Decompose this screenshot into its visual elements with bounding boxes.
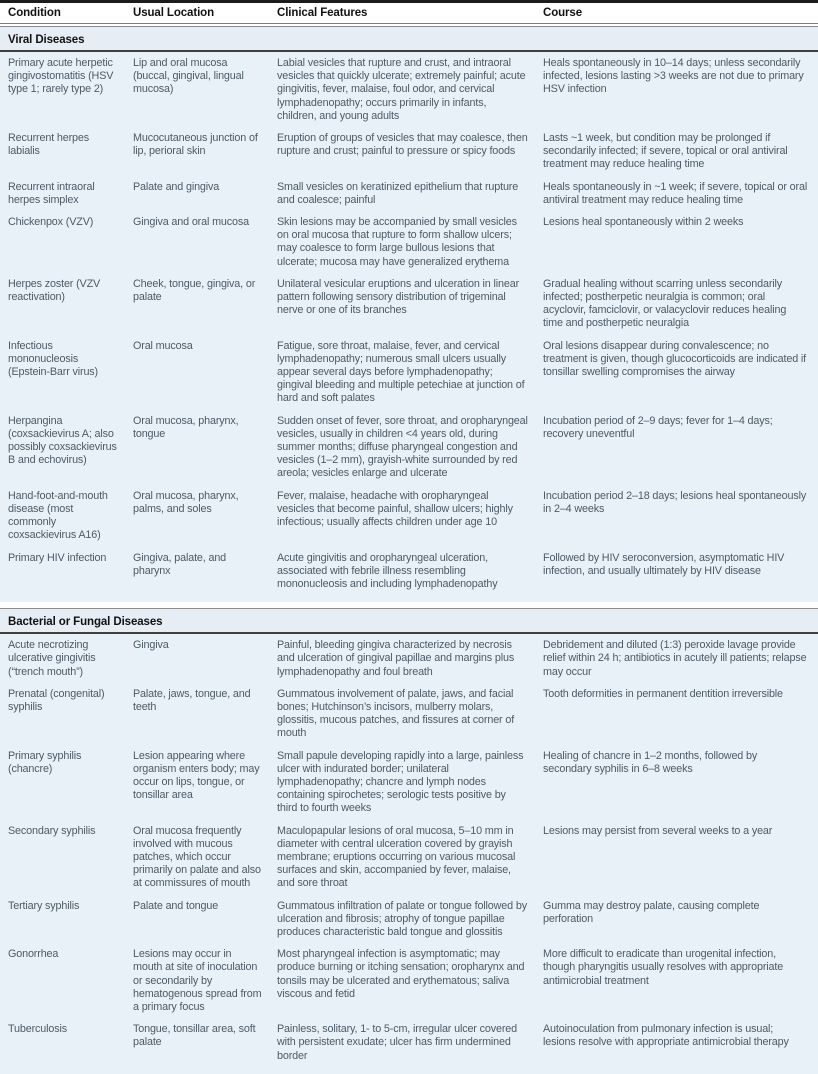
cell-clinical-features: Unilateral vesicular eruptions and ulceration in linear pattern following sensory distribution of trigeminal nerve or one of its branches xyxy=(277,277,520,317)
table-row xyxy=(8,490,810,552)
cell-clinical-features: Fever, malaise, headache with oropharyngeal vesicles that become painful, shallow ulcers; highly infectious; usually affects children under age 10 xyxy=(277,489,513,529)
cell-condition: Recurrent intraoral herpes simplex xyxy=(8,180,95,206)
cell-course: Incubation period 2–18 days; lesions heal spontaneously in 2–4 weeks xyxy=(543,489,807,515)
table-row xyxy=(8,1023,810,1072)
table-row xyxy=(8,181,810,216)
cell-condition: Tuberculosis xyxy=(8,1023,68,1036)
table-row xyxy=(8,750,810,825)
cell-usual-location: Gingiva xyxy=(133,639,169,652)
cell-course: Gradual healing without scarring unless secondarily infected; postherpetic neuralgia is common; oral acyclovir, famciclovir, or valacyclovir reduces healing time and postherpetic neuralgia xyxy=(543,277,787,330)
cell-condition: Chickenpox (VZV) xyxy=(8,216,94,229)
column-header-course: Course xyxy=(543,7,583,19)
cell-condition: Herpes zoster (VZV reactivation) xyxy=(8,277,101,304)
table-header-row xyxy=(0,3,818,24)
column-header-clinical-features: Clinical Features xyxy=(277,7,368,19)
cell-course: More difficult to eradicate than urogenital infection, though pharyngitis usually resolves with appropriate antimicrobial treatment xyxy=(543,948,784,987)
cell-clinical-features: Fatigue, sore throat, malaise, fever, and cervical lymphadenopathy; numerous small ulcers usually appear several days before lymphadenopathy; gingival bleeding and multiple petechiae at junction of hard and soft palates xyxy=(277,339,525,405)
section-rows xyxy=(0,52,818,602)
cell-condition: Hand-foot-and-mouth disease (most commonly coxsackievirus A16) xyxy=(8,489,108,542)
cell-course: Lesions may persist from several weeks to a year xyxy=(543,824,773,837)
table-row xyxy=(8,552,810,601)
cell-usual-location: Oral mucosa, pharynx, tongue xyxy=(133,414,239,440)
cell-clinical-features: Painless, solitary, 1- to 5-cm, irregular ulcer covered with persistent exudate; ulcer has firm undermined border xyxy=(277,1023,517,1062)
table-row xyxy=(8,825,810,900)
cell-course: Heals spontaneously in ~1 week; if severe, topical or oral antiviral treatment may reduce healing time xyxy=(543,180,808,206)
cell-condition: Prenatal (congenital) syphilis xyxy=(8,687,105,713)
table-row xyxy=(8,57,810,132)
cell-usual-location: Gingiva and oral mucosa xyxy=(133,216,249,229)
cell-course: Incubation period of 2–9 days; fever for 1–4 days; recovery uneventful xyxy=(543,414,773,440)
cell-condition: Primary HIV infection xyxy=(8,551,107,564)
cell-course: Followed by HIV seroconversion, asymptomatic HIV infection, and usually ultimately by HIV disease xyxy=(543,551,785,577)
table-row xyxy=(8,132,810,181)
table-row xyxy=(8,278,810,340)
cell-clinical-features: Small vesicles on keratinized epithelium that rupture and coalesce; painful xyxy=(277,180,519,206)
table-row xyxy=(8,688,810,750)
cell-clinical-features: Sudden onset of fever, sore throat, and oropharyngeal vesicles, usually in children <4 years old, during summer months; diffuse pharyngeal congestion and vesicles (1–2 mm), grayish-white surrounded by red areola; vesicles enlarge and ulcerate xyxy=(277,414,528,480)
cell-clinical-features: Maculopapular lesions of oral mucosa, 5–10 mm in diameter with central ulceration covered by grayish membrane; eruptions occurring on various mucosal surfaces and skin, accompanied by fever, malaise, and sore throat xyxy=(277,824,516,890)
cell-condition: Herpangina (coxsackievirus A; also possibly coxsackievirus B and echovirus) xyxy=(8,414,117,467)
cell-usual-location: Palate and tongue xyxy=(133,899,219,912)
cell-usual-location: Mucocutaneous junction of lip, perioral skin xyxy=(133,132,258,158)
cell-clinical-features: Gummatous infiltration of palate or tongue followed by ulceration and fibrosis; atrophy of tongue papillae produces characteristic bald tongue and glossitis xyxy=(277,899,527,938)
cell-usual-location: Oral mucosa frequently involved with mucous patches, which occur primarily on palate and also at commissures of mouth xyxy=(133,824,261,890)
cell-usual-location: Oral mucosa xyxy=(133,339,193,352)
cell-condition: Primary acute herpetic gingivostomatitis (HSV type 1; rarely type 2) xyxy=(8,57,114,96)
cell-clinical-features: Painful, bleeding gingiva characterized by necrosis and ulceration of gingival papillae and margins plus lymphadenopathy and foul breath xyxy=(277,639,515,678)
cell-usual-location: Lesions may occur in mouth at site of inoculation or secondarily by hematogenous spread from a primary focus xyxy=(133,948,262,1013)
table-body xyxy=(0,24,818,1074)
table-row xyxy=(8,948,810,1023)
cell-course: Debridement and diluted (1:3) peroxide lavage provide relief within 24 h; antibiotics in acutely ill patients; relapse may occur xyxy=(543,639,807,678)
cell-usual-location: Gingiva, palate, and pharynx xyxy=(133,551,227,577)
cell-clinical-features: Acute gingivitis and oropharyngeal ulceration, associated with febrile illness resembling mononucleosis and including lymphadenopathy xyxy=(277,551,498,590)
cell-course: Oral lesions disappear during convalescence; no treatment is given, though glucocorticoids are indicated if tonsillar swelling compromises the airway xyxy=(543,339,807,379)
column-header-condition: Condition xyxy=(8,7,61,19)
cell-usual-location: Lesion appearing where organism enters body; may occur on lips, tongue, or tonsillar area xyxy=(133,749,260,802)
cell-course: Gumma may destroy palate, causing complete perforation xyxy=(543,899,760,925)
section-title: Viral Diseases xyxy=(8,34,85,46)
cell-usual-location: Palate, jaws, tongue, and teeth xyxy=(133,687,251,713)
cell-condition: Recurrent herpes labialis xyxy=(8,132,90,158)
cell-condition: Infectious mononucleosis (Epstein-Barr virus) xyxy=(8,339,98,379)
cell-usual-location: Oral mucosa, pharynx, palms, and soles xyxy=(133,489,239,515)
cell-clinical-features: Gummatous involvement of palate, jaws, and facial bones; Hutchinson’s incisors, mulberry molars, glossitis, mucous patches, and fissures at corner of mouth xyxy=(277,687,515,740)
cell-course: Lesions heal spontaneously within 2 weeks xyxy=(543,216,744,229)
table-row xyxy=(8,900,810,949)
cell-usual-location: Cheek, tongue, gingiva, or palate xyxy=(133,277,256,304)
table-row xyxy=(8,639,810,688)
section-header-band xyxy=(0,608,818,634)
table-section xyxy=(0,602,818,1074)
cell-condition: Tertiary syphilis xyxy=(8,899,80,912)
cell-usual-location: Tongue, tonsillar area, soft palate xyxy=(133,1023,256,1049)
cell-clinical-features: Small papule developing rapidly into a large, painless ulcer with indurated border; unilateral lymphadenopathy; chancre and lymph nodes containing spirochetes; serologic tests positive by third to fourth weeks xyxy=(277,749,524,815)
cell-clinical-features: Eruption of groups of vesicles that may coalesce, then rupture and crust; painful to pressure or spicy foods xyxy=(277,132,528,158)
cell-condition: Primary syphilis (chancre) xyxy=(8,749,82,775)
table-section xyxy=(0,24,818,602)
cell-clinical-features: Skin lesions may be accompanied by small vesicles on oral mucosa that rupture to form shallow ulcers; may coalesce to form large bullous lesions that ulcerate; mucosa may have generalized erythema xyxy=(277,216,517,268)
table-row xyxy=(8,216,810,278)
cell-clinical-features: Most pharyngeal infection is asymptomatic; may produce burning or itching sensation; oropharynx and tonsils may be ulcerated and erythematous; saliva viscous and fetid xyxy=(277,948,525,1000)
cell-usual-location: Palate and gingiva xyxy=(133,180,220,193)
section-rows xyxy=(0,634,818,1074)
column-header-usual-location: Usual Location xyxy=(133,7,215,19)
cell-condition: Gonorrhea xyxy=(8,948,59,961)
cell-course: Lasts ~1 week, but condition may be prolonged if secondarily infected; if severe, topical or oral antiviral treatment may reduce healing time xyxy=(543,132,788,171)
section-title: Bacterial or Fungal Diseases xyxy=(8,616,163,629)
cell-course: Healing of chancre in 1–2 months, followed by secondary syphilis in 6–8 weeks xyxy=(543,749,758,775)
cell-course: Autoinoculation from pulmonary infection is usual; lesions resolve with appropriate antimicrobial therapy xyxy=(543,1023,789,1049)
cell-course: Tooth deformities in permanent dentition irreversible xyxy=(543,687,783,700)
cell-clinical-features: Labial vesicles that rupture and crust, and intraoral vesicles that quickly ulcerate; extremely painful; acute gingivitis, fever, malaise, foul odor, and cervical lymphadenopathy; occurs primarily in infants, children, and young adults xyxy=(277,57,526,122)
cell-usual-location: Lip and oral mucosa (buccal, gingival, lingual mucosa) xyxy=(133,57,244,96)
table-row xyxy=(8,415,810,490)
cell-condition: Acute necrotizing ulcerative gingivitis (“trench mouth”) xyxy=(8,639,96,678)
cell-condition: Secondary syphilis xyxy=(8,824,96,837)
table-row xyxy=(8,340,810,415)
section-header-band xyxy=(0,26,818,52)
cell-course: Heals spontaneously in 10–14 days; unless secondarily infected, lesions lasting >3 weeks are not due to primary HSV infection xyxy=(543,57,804,96)
